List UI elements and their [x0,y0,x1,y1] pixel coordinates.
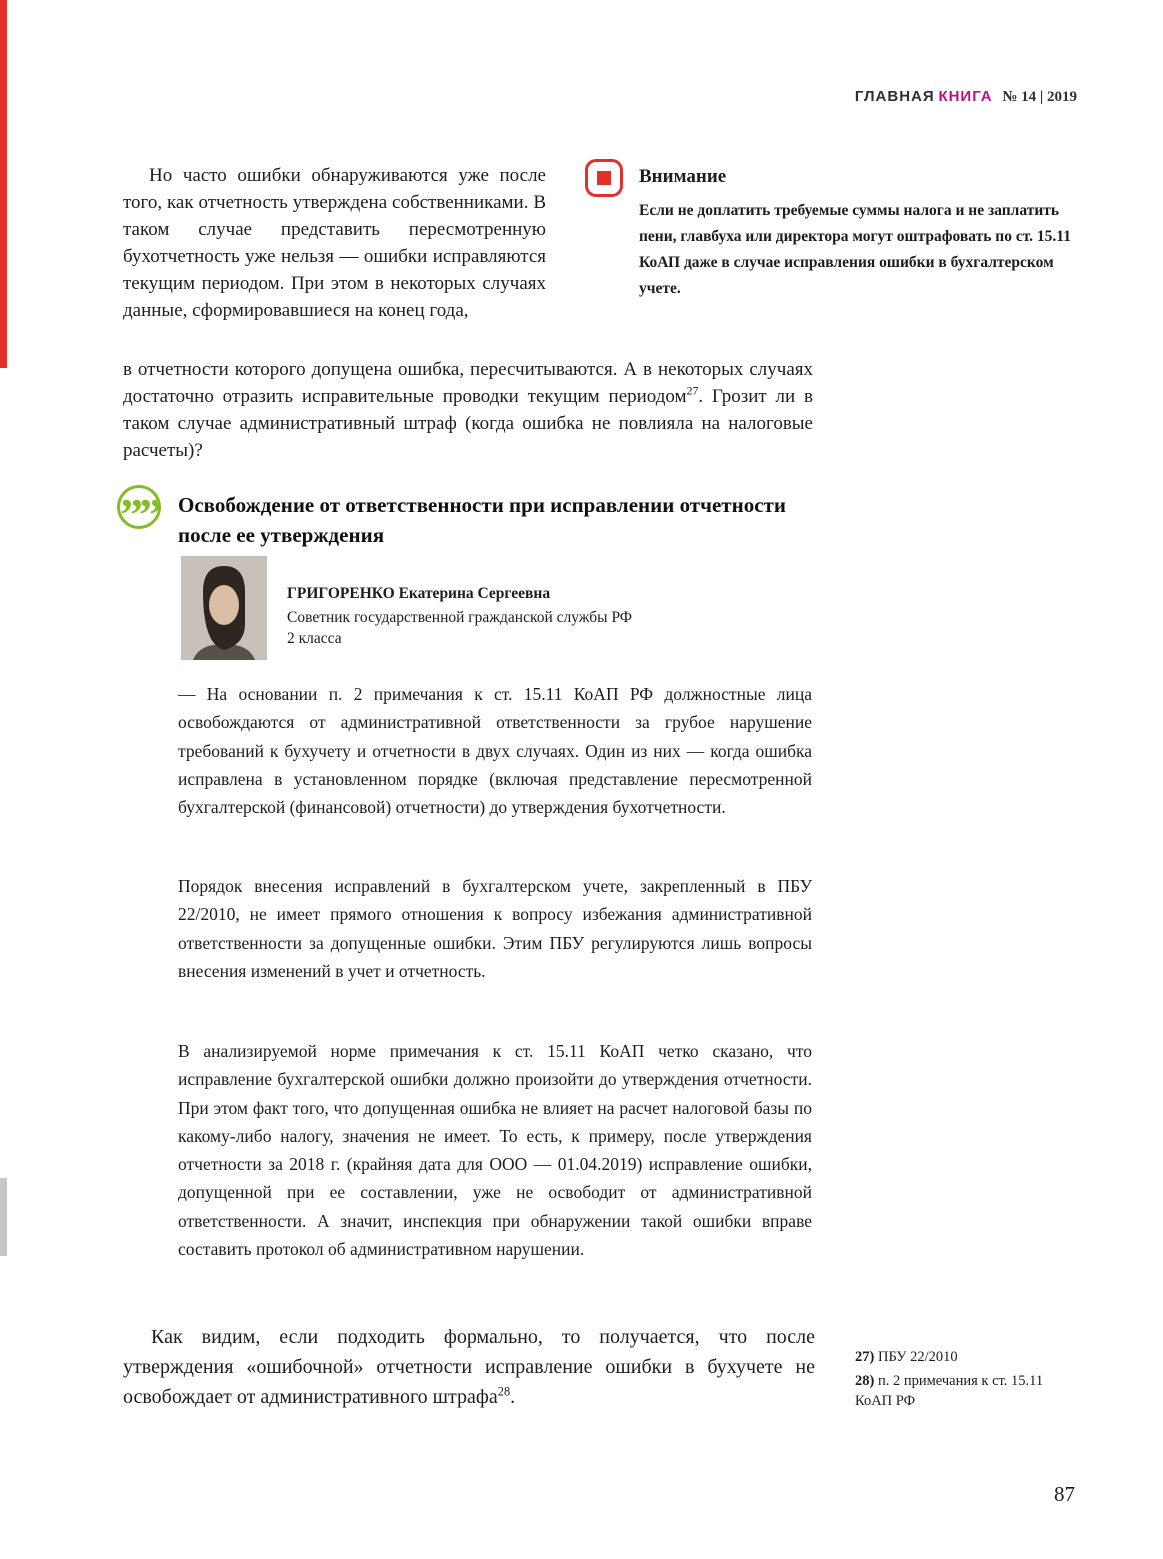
expert-info-block [287,583,707,649]
page-number: 87 [1054,1482,1075,1506]
footnote-27-number: 27) [855,1349,875,1365]
intro-paragraph-wide [123,356,813,464]
conclusion-text-1: Как видим, если подходить формально, то получается, что после утверждения «ошибочной» отчетности исправление ошибки в бухучете не освобождает от административного штрафа [123,1326,815,1408]
expert-title-line2: 2 класса [287,630,342,647]
footnote-ref-27: 27 [686,384,699,398]
attention-icon [585,159,623,197]
conclusion-paragraph [123,1322,815,1412]
attention-body: Если не доплатить требуемые суммы налога и не заплатить пени, главбуха или директора могут оштрафовать по ст. 15.11 КоАП даже в случае исправления ошибки в бухгалтерском учете. [639,202,1071,297]
expert-title-line1: Советник государственной гражданской службы РФ [287,609,633,626]
expert-portrait-graphic [181,556,267,660]
intro-wide-text-2: . Грозит ли в таком случае административный штраф (когда ошибка не повлияла на налоговые расчеты)? [123,386,813,461]
footnote-28-number: 28) [855,1373,875,1389]
intro-wide-text-1: в отчетности которого допущена ошибка, пересчитываются. А в некоторых случаях достаточно отразить исправительные проводки текущим периодом [123,359,813,407]
footnote-28-text: п. 2 примечания к ст. 15.11 КоАП РФ [855,1373,1044,1409]
interview-paragraph-1: — На основании п. 2 примечания к ст. 15.11 КоАП РФ должностные лица освобождаются от административной ответственности за грубое нарушение требований к бухучету и отчетности в двух случаях. Один из них — когда ошибка исправлена в установленном порядке (включая представление пересмотренной бухгалтерской (финансовой) отчетности) до утверждения бухотчетности. [178,684,812,818]
intro-paragraph-column: Но часто ошибки обнаруживаются уже после того, как отчетность утверждена собственниками. В таком случае представить пересмотренную бухотчетность уже нельзя — ошибки исправляются текущим периодом. При этом в некоторых случаях данные, сформировавшиеся на конец года, [123,165,546,321]
footnote-27 [855,1347,1077,1367]
footnote-27-text: ПБУ 22/2010 [877,1349,958,1365]
expert-name: ГРИГОРЕНКО Екатерина Сергеевна [287,585,551,602]
interview-paragraph-3: В анализируемой норме примечания к ст. 15.11 КоАП четко сказано, что исправление бухгалтерской ошибки должно произойти до утверждения отчетности. При этом факт того, что допущенная ошибка не влияет на расчет налоговой базы по какому-либо налогу, значения не имеет. То есть, к примеру, после утверждения отчетности за 2018 г. (крайняя дата для ООО — 01.04.2019) исправление ошибки, допущенной при ее составлении, уже не освободит от административной ответственности. А значит, инспекция при обнаружении такой ошибки вправе составить протокол об административном нарушении. [178,1041,812,1260]
interview-paragraph-2: Порядок внесения исправлений в бухгалтерском учете, закрепленный в ПБУ 22/2010, не имеет прямого отношения к вопросу избежания административной ответственности за допущенные ошибки. Этим ПБУ регулируются лишь вопросы внесения изменений в учет и отчетность. [178,876,812,981]
conclusion-text-2: . [510,1386,516,1408]
expert-portrait-photo [181,556,267,660]
footnote-28 [855,1371,1077,1411]
footnote-ref-28: 28 [497,1384,511,1399]
quote-glyph: ”” [120,489,158,529]
left-edge-red-bar [0,0,7,368]
brand-name-second: КНИГА [938,88,993,105]
attention-title: Внимание [639,166,727,187]
attention-icon-square [597,171,611,185]
quote-icon [117,485,161,529]
interview-heading: Освобождение от ответственности при исправлении отчетности после ее утверждения [178,493,786,547]
brand-name-first: ГЛАВНАЯ [854,88,935,105]
sidebar-footnotes [855,1347,1077,1415]
issue-number: № 14 | 2019 [1002,89,1077,105]
magazine-header [855,88,1077,106]
left-edge-gray-bar [0,1178,7,1256]
